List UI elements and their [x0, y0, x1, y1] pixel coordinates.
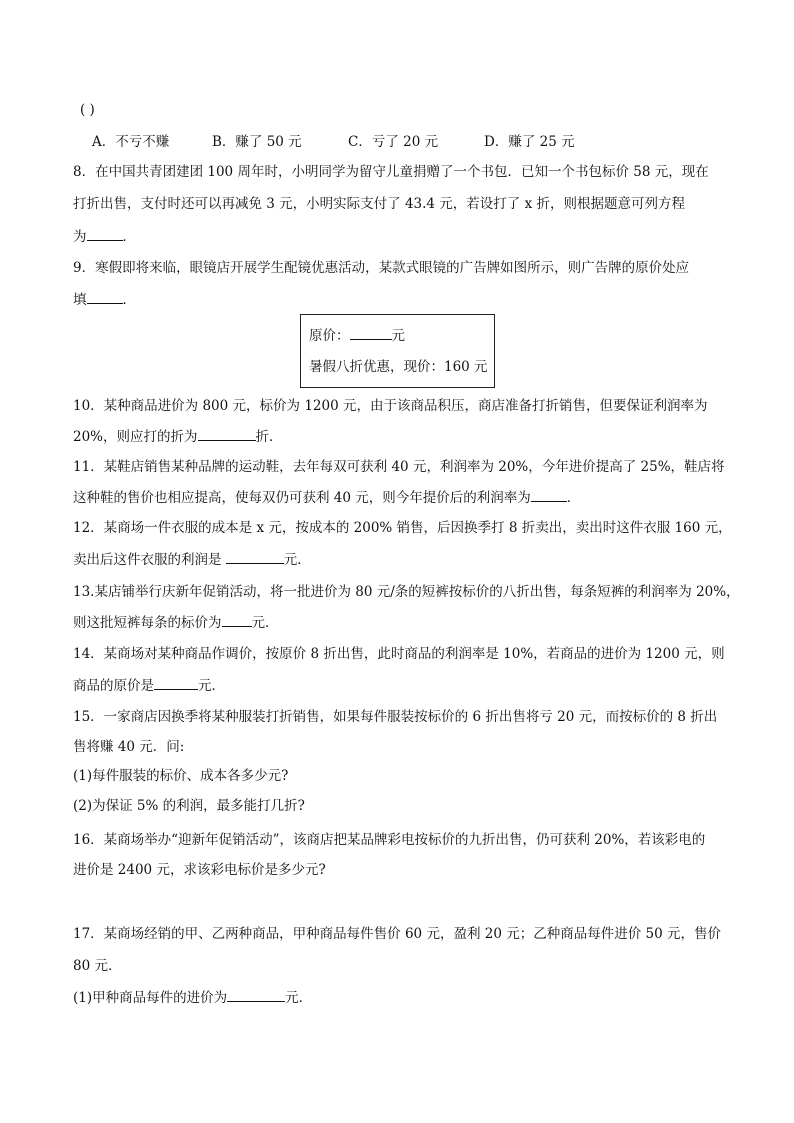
q8-line-3	[73, 226, 136, 247]
q14-suffix: 元．	[198, 678, 225, 694]
q15-line-1: 15．一家商店因换季将某种服装打折销售，如果每件服装按标价的 6 折出售将亏 20 元，而按标价的 8 折出	[73, 709, 718, 725]
q16-line-1: 16．某商场举办“迎新年促销活动”，该商店把某品牌彩电按标价的九折出售，仍可获利 20%，若该彩电的	[73, 832, 706, 848]
q11-prefix: 这种鞋的售价也相应提高，使每双仍可获利 40 元，则今年提价后的利润率为	[73, 490, 531, 506]
q9-sign-original-price	[309, 325, 405, 346]
q9-suffix: ．	[122, 292, 136, 308]
q7-choice-c: C．亏了 20 元	[348, 134, 439, 150]
q13-answer-blank[interactable]	[222, 612, 252, 627]
q13-line-2	[73, 612, 279, 633]
q10-answer-blank[interactable]	[198, 426, 256, 441]
q15-sub-1: (1)每件服装的标价、成本各多少元?	[73, 768, 289, 784]
q7-choice-d: D．赚了 25 元	[484, 134, 575, 150]
q9-sign-blank	[350, 325, 392, 340]
q11-line-2	[73, 487, 580, 508]
q8-prefix: 为	[73, 229, 87, 245]
q9-prefix: 填	[73, 292, 87, 308]
q12-line-1: 12．某商场一件衣服的成本是 x 元，按成本的 200% 销售，后因换季打 8 折卖出，卖出时这件衣服 160 元，	[73, 520, 732, 536]
q17-answer-blank[interactable]	[227, 987, 285, 1002]
q13-suffix: 元．	[251, 615, 279, 631]
q7-choice-a: A．不亏不赚	[92, 134, 170, 150]
q15-sub-2: (2)为保证 5% 的利润，最多能打几折?	[73, 798, 305, 814]
q15-line-2: 售将赚 40 元．问:	[73, 739, 185, 755]
q10-prefix: 20%，则应打的折为	[73, 429, 198, 445]
q9-sign-label: 原价：	[309, 328, 350, 344]
q10-line-1: 10．某种商品进价为 800 元，标价为 1200 元，由于该商品积压，商店准备打折销售，但要保证利润率为	[73, 398, 708, 414]
q9-price-sign	[300, 314, 495, 388]
q12-suffix: 元．	[283, 552, 311, 568]
q16-line-2: 进价是 2400 元，求该彩电标价是多少元?	[73, 862, 326, 878]
q12-answer-blank[interactable]	[226, 549, 284, 564]
q7-choices	[92, 132, 652, 152]
q11-suffix: ．	[566, 490, 581, 506]
q12-line-2	[73, 549, 311, 570]
q7-choice-b: B．赚了 50 元	[212, 134, 302, 150]
q8-answer-blank[interactable]	[87, 226, 123, 241]
q17-prefix: (1)甲种商品每件的进价为	[73, 990, 228, 1006]
q17-sub-1	[73, 987, 312, 1008]
q9-answer-blank[interactable]	[87, 289, 123, 304]
q17-line-2: 80 元．	[73, 958, 122, 974]
q9-sign-unit: 元	[391, 328, 405, 344]
q17-line-1: 17．某商场经销的甲、乙两种商品，甲种商品每件售价 60 元，盈利 20 元；乙种商品每件进价 50 元，售价	[73, 926, 721, 942]
q8-line-2: 打折出售，支付时还可以再减免 3 元，小明实际支付了 43.4 元，若设打了 x 折，则根据题意可列方程	[73, 196, 686, 212]
q13-prefix: 则这批短裤每条的标价为	[73, 615, 222, 631]
q14-prefix: 商品的原价是	[73, 678, 154, 694]
q8-suffix: ．	[122, 229, 136, 245]
q9-sign-discount: 暑假八折优惠，现价：160 元	[309, 359, 488, 375]
q9-line-1: 9．寒假即将来临，眼镜店开展学生配镜优惠活动，某款式眼镜的广告牌如图所示，则广告牌的原价处应	[73, 260, 690, 276]
q8-line-1: 8．在中国共青团建团 100 周年时，小明同学为留守儿童捐赠了一个书包．已知一个书包标价 58 元，现在	[73, 164, 709, 180]
q14-answer-blank[interactable]	[154, 675, 198, 690]
q14-line-2	[73, 675, 225, 696]
q9-line-2	[73, 289, 136, 310]
q13-line-1: 13.某店铺举行庆新年促销活动，将一批进价为 80 元/条的短裤按标价的八折出售，每条短裤的利润率为 20%，	[73, 584, 740, 600]
q12-prefix: 卖出后这件衣服的利润是	[73, 552, 222, 568]
q11-line-1: 11．某鞋店销售某种品牌的运动鞋，去年每双可获利 40 元，利润率为 20%，今年进价提高了 25%，鞋店将	[73, 459, 725, 475]
q10-suffix: 折．	[255, 429, 283, 445]
q11-answer-blank[interactable]	[531, 487, 567, 502]
q10-line-2	[73, 426, 283, 447]
q17-suffix: 元．	[285, 990, 313, 1006]
q7-answer-paren: ( )	[80, 102, 95, 118]
q14-line-1: 14．某商场对某种商品作调价，按原价 8 折出售，此时商品的利润率是 10%，若商品的进价为 1200 元，则	[73, 646, 725, 662]
